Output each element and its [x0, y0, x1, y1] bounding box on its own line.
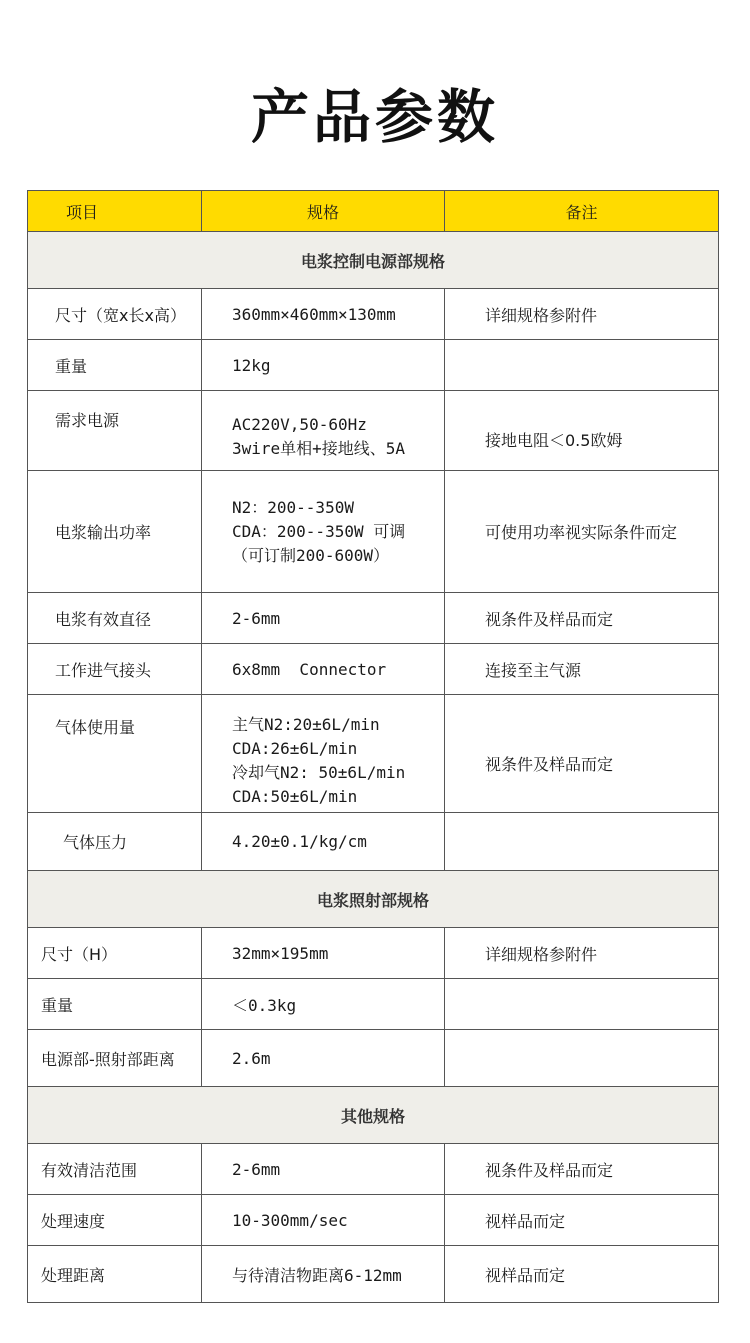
spec-line: 3wire单相+接地线、5A — [232, 438, 406, 458]
table-row — [28, 289, 719, 340]
table-row — [28, 340, 719, 391]
section-header — [28, 871, 719, 928]
row-spec: 4.20±0.1/kg/cm — [202, 813, 445, 871]
spec-line: 冷却气N2: 50±6L/min — [232, 762, 406, 782]
row-note: 视条件及样品而定 — [445, 593, 719, 644]
row-note: 详细规格参附件 — [445, 928, 719, 979]
row-note: 视条件及样品而定 — [445, 1144, 719, 1195]
table-row — [28, 813, 719, 871]
table-row — [28, 1246, 719, 1303]
row-spec: 12kg — [202, 340, 445, 391]
section-header — [28, 232, 719, 289]
spec-line: CDA:50±6L/min — [232, 786, 358, 806]
row-item: 需求电源 — [28, 391, 202, 471]
row-spec: ＜0.3kg — [202, 979, 445, 1030]
row-note — [445, 1030, 719, 1087]
row-note: 视样品而定 — [445, 1246, 719, 1303]
row-note: 视条件及样品而定 — [445, 695, 719, 813]
table-row — [28, 644, 719, 695]
row-spec: 2-6mm — [202, 1144, 445, 1195]
table-row — [28, 1195, 719, 1246]
row-item: 尺寸（宽x长x高） — [28, 289, 202, 340]
row-note — [445, 340, 719, 391]
row-note: 详细规格参附件 — [445, 289, 719, 340]
row-item: 气体使用量 — [28, 695, 202, 813]
row-note: 接地电阻＜0.5欧姆 — [445, 391, 719, 471]
row-item: 工作进气接头 — [28, 644, 202, 695]
table-row — [28, 1030, 719, 1087]
row-item: 有效清洁范围 — [28, 1144, 202, 1195]
spec-line: 主气N2:20±6L/min — [232, 714, 380, 734]
spec-line: CDA：200--350W 可调 — [232, 521, 406, 541]
section-title: 电浆照射部规格 — [28, 871, 719, 928]
section-title: 电浆控制电源部规格 — [28, 232, 719, 289]
table-row — [28, 979, 719, 1030]
spec-table — [27, 190, 719, 1303]
spec-line: AC220V,50-60Hz — [232, 414, 367, 434]
row-item: 电浆输出功率 — [28, 471, 202, 593]
row-spec: 32mm×195mm — [202, 928, 445, 979]
row-item: 重量 — [28, 340, 202, 391]
header-note: 备注 — [445, 191, 719, 232]
page-title: 产品参数 — [250, 83, 499, 151]
header-item: 项目 — [28, 191, 202, 232]
section-header — [28, 1087, 719, 1144]
table-row — [28, 593, 719, 644]
row-item: 重量 — [28, 979, 202, 1030]
row-spec: 2.6m — [202, 1030, 445, 1087]
row-item: 处理速度 — [28, 1195, 202, 1246]
table-row — [28, 471, 719, 593]
row-spec: 与待清洁物距离6-12mm — [202, 1246, 445, 1303]
row-item: 气体压力 — [28, 813, 202, 871]
row-spec — [202, 695, 445, 813]
spec-line: N2：200--350W — [232, 497, 354, 517]
row-spec — [202, 391, 445, 471]
section-title: 其他规格 — [28, 1087, 719, 1144]
row-item: 尺寸（H） — [28, 928, 202, 979]
row-note — [445, 979, 719, 1030]
spec-line: CDA:26±6L/min — [232, 738, 358, 758]
table-row — [28, 391, 719, 471]
row-spec: 360mm×460mm×130mm — [202, 289, 445, 340]
row-note: 可使用功率视实际条件而定 — [445, 471, 719, 593]
spec-line: （可订制200-600W） — [232, 545, 390, 565]
row-note: 视样品而定 — [445, 1195, 719, 1246]
row-spec: 10-300mm/sec — [202, 1195, 445, 1246]
row-note: 连接至主气源 — [445, 644, 719, 695]
row-item: 电浆有效直径 — [28, 593, 202, 644]
row-spec: 6x8mm Connector — [202, 644, 445, 695]
table-header-row — [28, 191, 719, 232]
table-row — [28, 928, 719, 979]
row-spec — [202, 471, 445, 593]
row-spec: 2-6mm — [202, 593, 445, 644]
row-note — [445, 813, 719, 871]
table-row — [28, 1144, 719, 1195]
table-row — [28, 695, 719, 813]
row-item: 电源部-照射部距离 — [28, 1030, 202, 1087]
row-item: 处理距离 — [28, 1246, 202, 1303]
header-spec: 规格 — [202, 191, 445, 232]
